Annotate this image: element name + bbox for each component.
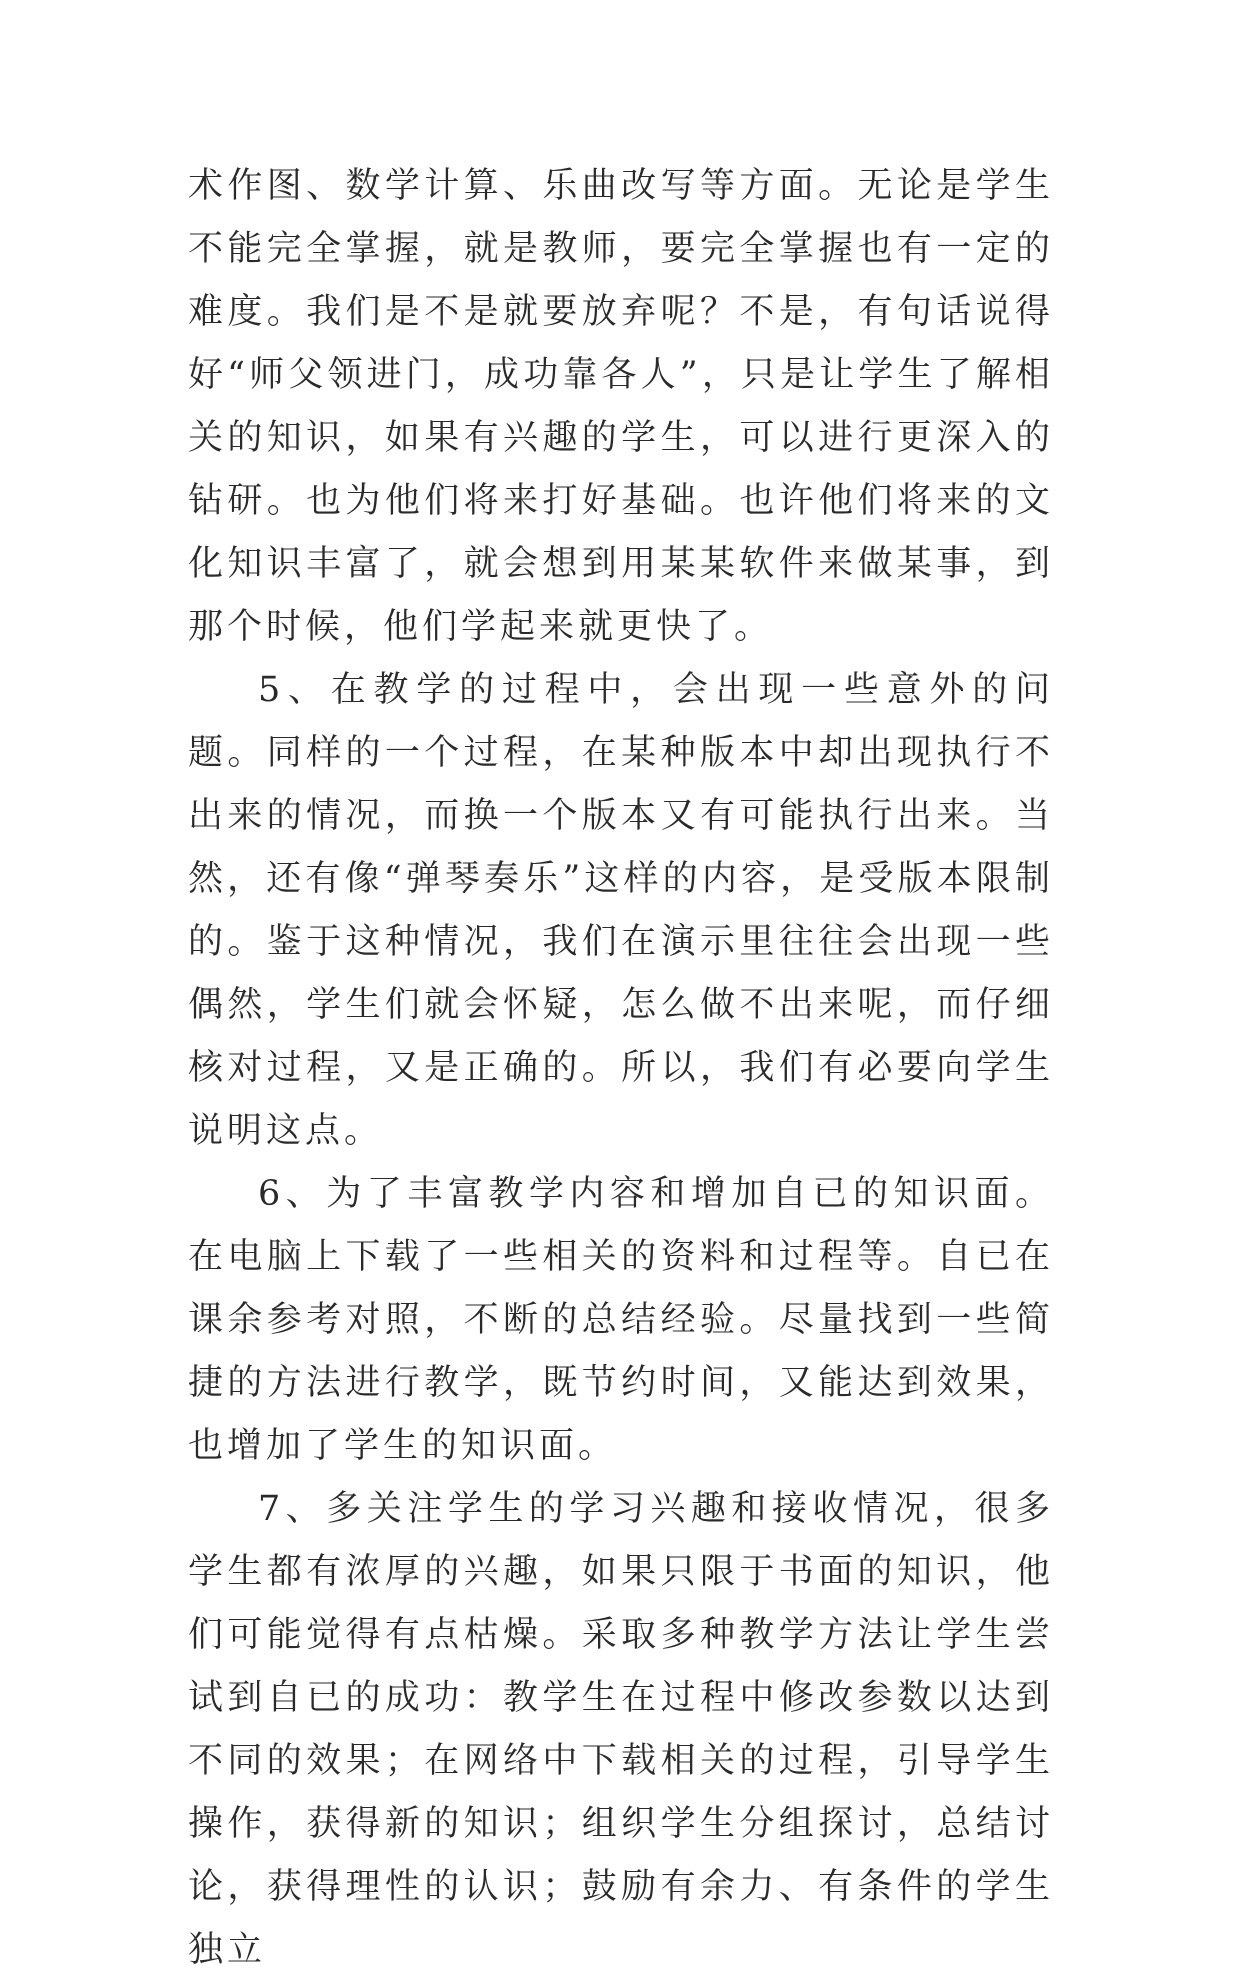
paragraph-item-6: 6、为了丰富教学内容和增加自已的知识面。在电脑上下载了一些相关的资料和过程等。自已在课余参考对照，不断的总结经验。尽量找到一些简捷的方法进行教学，既节约时间，又能达到效果，也增加了学生的知识面。 bbox=[188, 1174, 1054, 1466]
paragraph-continuation: 术作图、数学计算、乐曲改写等方面。无论是学生不能完全掌握，就是教师，要完全掌握也有一定的难度。我们是不是就要放弃呢？不是，有句话说得好“师父领进门，成功靠各人”，只是让学生了解相关的知识，如果有兴趣的学生，可以进行更深入的钻研。也为他们将来打好基础。也许他们将来的文化知识丰富了，就会想到用某某软件来做某事，到那个时候，他们学起来就更快了。 bbox=[188, 166, 1054, 647]
paragraph-item-7: 7、多关注学生的学习兴趣和接收情况，很多学生都有浓厚的兴趣，如果只限于书面的知识，他们可能觉得有点枯燥。采取多种教学方法让学生尝试到自已的成功：教学生在过程中修改参数以达到不同的效果；在网络中下载相关的过程，引导学生操作，获得新的知识；组织学生分组探讨，总结讨论，获得理性的认识；鼓励有余力、有条件的学生独立 bbox=[188, 1489, 1054, 1970]
document-body bbox=[188, 155, 1054, 1982]
paragraph-item-5: 5、在教学的过程中，会出现一些意外的问题。同样的一个过程，在某种版本中却出现执行不出来的情况，而换一个版本又有可能执行出来。当然，还有像“弹琴奏乐”这样的内容，是受版本限制的。鉴于这种情况，我们在演示里往往会出现一些偶然，学生们就会怀疑，怎么做不出来呢，而仔细核对过程，又是正确的。所以，我们有必要向学生说明这点。 bbox=[188, 670, 1054, 1151]
